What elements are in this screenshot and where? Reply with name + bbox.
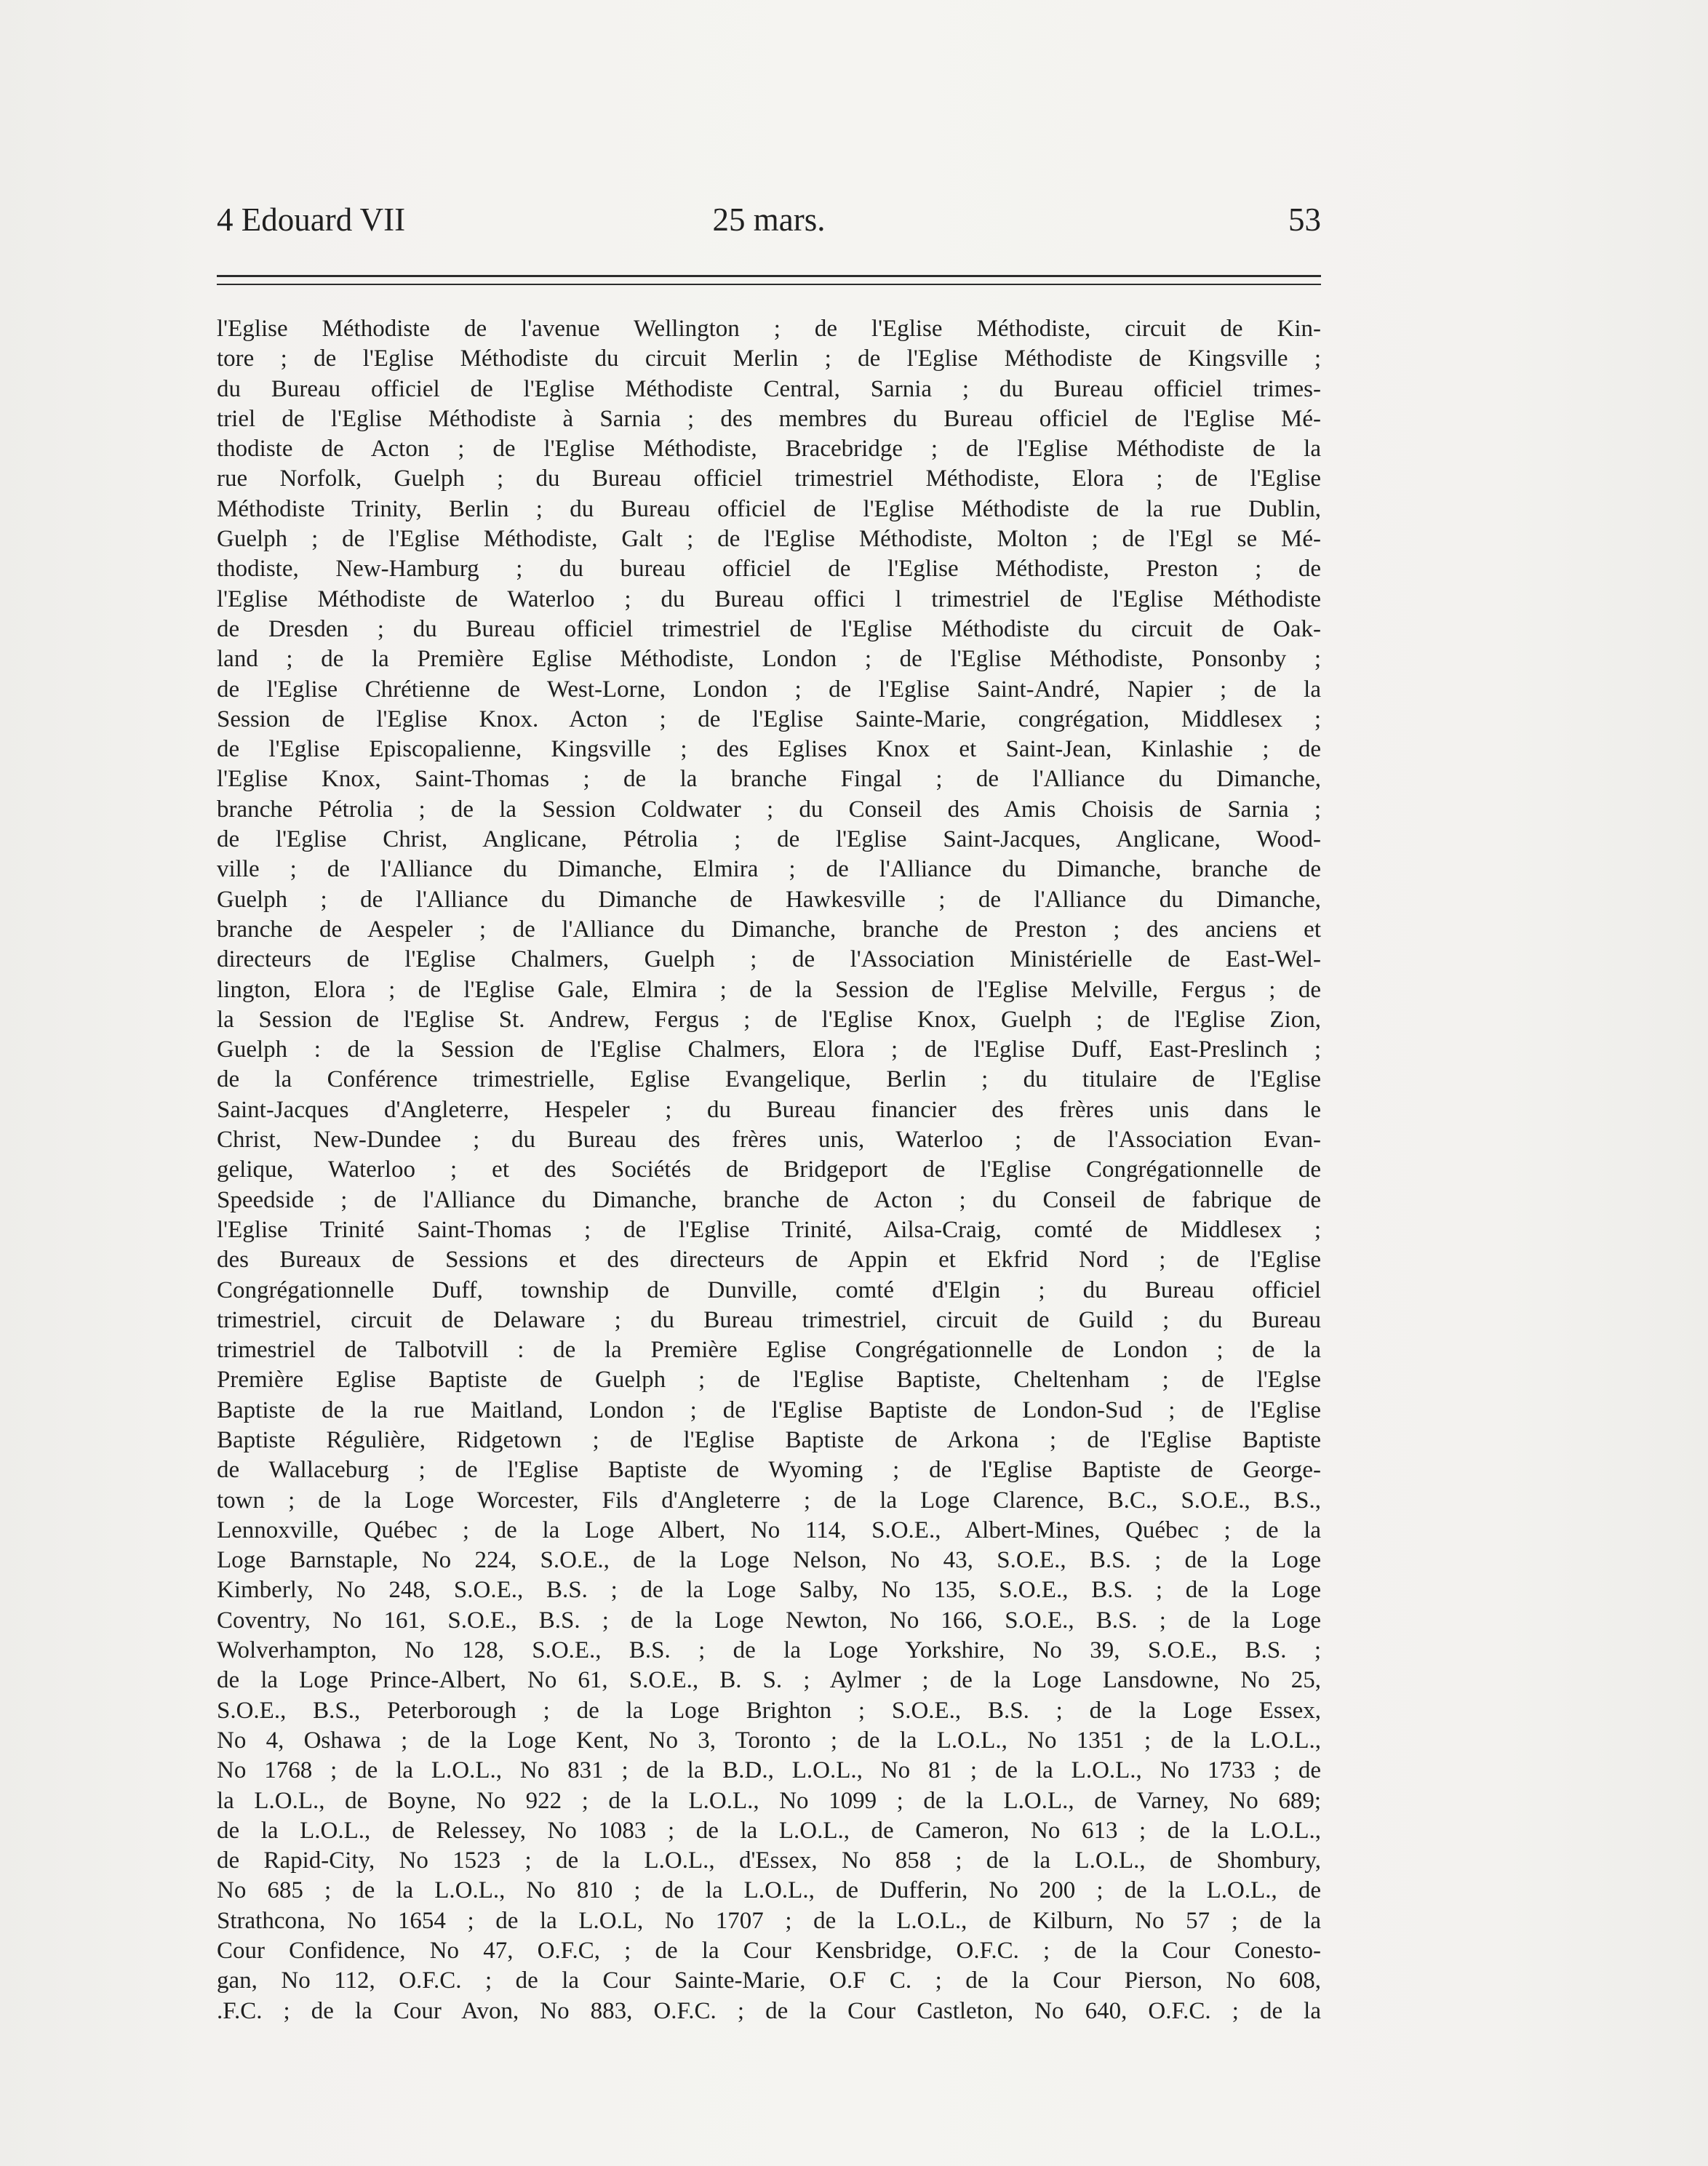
text-line-content: Session de l'Eglise Knox. Acton ; de l'Eglise Sainte-Marie, congrégation, Middlesex ; <box>217 706 1321 732</box>
text-line-content: No 4, Oshawa ; de la Loge Kent, No 3, Toronto ; de la L.O.L., No 1351 ; de la L.O.L., <box>217 1727 1321 1754</box>
text-line-content: trimestriel de Talbotvill : de la Première Eglise Congrégationnelle de London ; de la <box>217 1337 1321 1364</box>
text-line <box>217 1245 1321 1275</box>
text-line <box>217 1005 1321 1035</box>
text-line <box>217 495 1321 524</box>
text-line <box>217 675 1321 705</box>
text-line-content: de la Conférence trimestrielle, Eglise Evangelique, Berlin ; du titulaire de l'Eglise <box>217 1066 1321 1093</box>
text-line <box>217 705 1321 735</box>
text-line-content: town ; de la Loge Worcester, Fils d'Angleterre ; de la Loge Clarence, B.C., S.O.E., B.S., <box>217 1487 1321 1514</box>
text-line <box>217 1936 1321 1966</box>
text-line <box>217 1455 1321 1485</box>
text-line <box>217 1816 1321 1846</box>
text-line-content: de Dresden ; du Bureau officiel trimestriel de l'Eglise Méthodiste du circuit de Oak- <box>217 615 1321 642</box>
text-line-content: Baptiste Régulière, Ridgetown ; de l'Eglise Baptiste de Arkona ; de l'Eglise Baptiste <box>217 1426 1321 1453</box>
text-line <box>217 1215 1321 1245</box>
text-line <box>217 1546 1321 1575</box>
text-line-content: Baptiste de la rue Maitland, London ; de l'Eglise Baptiste de London-Sud ; de l'Eglise <box>217 1396 1321 1423</box>
text-line <box>217 1876 1321 1906</box>
body-text <box>217 314 1321 2026</box>
text-line-content: Coventry, No 161, S.O.E., B.S. ; de la Loge Newton, No 166, S.O.E., B.S. ; de la Loge <box>217 1607 1321 1634</box>
text-line <box>217 375 1321 404</box>
text-line <box>217 464 1321 494</box>
text-line <box>217 1636 1321 1666</box>
text-line-content: de Wallaceburg ; de l'Eglise Baptiste de Wyoming ; de l'Eglise Baptiste de George- <box>217 1457 1321 1484</box>
text-line <box>217 1606 1321 1636</box>
text-line-content: l'Eglise Trinité Saint-Thomas ; de l'Eglise Trinité, Ailsa-Craig, comté de Middlesex ; <box>217 1216 1321 1243</box>
text-line <box>217 1966 1321 1996</box>
text-line-content: land ; de la Première Eglise Méthodiste, London ; de l'Eglise Méthodiste, Ponsonby ; <box>217 646 1321 673</box>
text-line-content: tore ; de l'Eglise Méthodiste du circuit Merlin ; de l'Eglise Méthodiste de Kingsville ; <box>217 345 1321 372</box>
text-line <box>217 1846 1321 1876</box>
text-line <box>217 434 1321 464</box>
text-line-content: Saint-Jacques d'Angleterre, Hespeler ; du Bureau financier des frères unis dans le <box>217 1096 1321 1123</box>
text-line <box>217 1516 1321 1546</box>
text-line <box>217 1786 1321 1816</box>
text-line-content: Cour Confidence, No 47, O.F.C, ; de la Cour Kensbridge, O.F.C. ; de la Cour Conesto- <box>217 1938 1321 1965</box>
text-line <box>217 404 1321 434</box>
header-rule <box>217 275 1321 277</box>
text-line <box>217 735 1321 764</box>
text-line-content: directeurs de l'Eglise Chalmers, Guelph ; de l'Association Ministérielle de East-Wel- <box>217 946 1321 973</box>
text-line <box>217 795 1321 825</box>
text-line <box>217 1696 1321 1726</box>
text-line-content: branche Pétrolia ; de la Session Coldwater ; du Conseil des Amis Choisis de Sarnia ; <box>217 796 1321 823</box>
text-line-content: de la Loge Prince-Albert, No 61, S.O.E., B. S. ; Aylmer ; de la Loge Lansdowne, No 25, <box>217 1667 1321 1694</box>
text-line-content: la Session de l'Eglise St. Andrew, Fergus ; de l'Eglise Knox, Guelph ; de l'Eglise Zion, <box>217 1006 1321 1033</box>
text-line-content: ville ; de l'Alliance du Dimanche, Elmira ; de l'Alliance du Dimanche, branche de <box>217 856 1321 883</box>
header-rule-secondary <box>217 284 1321 285</box>
text-line <box>217 1426 1321 1455</box>
header-session: 4 Edouard VII <box>217 201 406 238</box>
text-line-content: Première Eglise Baptiste de Guelph ; de l'Eglise Baptiste, Cheltenham ; de l'Eglse <box>217 1367 1321 1394</box>
text-line-content: lington, Elora ; de l'Eglise Gale, Elmira ; de la Session de l'Eglise Melville, Fergus ; de <box>217 976 1321 1003</box>
text-line-content: thodiste de Acton ; de l'Eglise Méthodiste, Bracebridge ; de l'Eglise Méthodiste de la <box>217 436 1321 463</box>
text-line <box>217 585 1321 615</box>
text-line-content: l'Eglise Knox, Saint-Thomas ; de la branche Fingal ; de l'Alliance du Dimanche, <box>217 766 1321 793</box>
text-line <box>217 1155 1321 1185</box>
text-line <box>217 1335 1321 1365</box>
page-number: 53 <box>1288 201 1321 238</box>
text-line <box>217 945 1321 975</box>
text-line-content: des Bureaux de Sessions et des directeurs de Appin et Ekfrid Nord ; de l'Eglise <box>217 1247 1321 1274</box>
text-line <box>217 1095 1321 1125</box>
text-line-content: trimestriel, circuit de Delaware ; du Bureau trimestriel, circuit de Guild ; du Bureau <box>217 1306 1321 1333</box>
text-line-content: Speedside ; de l'Alliance du Dimanche, branche de Acton ; du Conseil de fabrique de <box>217 1186 1321 1213</box>
text-line <box>217 1666 1321 1695</box>
text-line-content: .F.C. ; de la Cour Avon, No 883, O.F.C. ; de la Cour Castleton, No 640, O.F.C. ; de la <box>217 1997 1321 2024</box>
text-line-content: gan, No 112, O.F.C. ; de la Cour Sainte-Marie, O.F C. ; de la Cour Pierson, No 608, <box>217 1967 1321 1994</box>
text-line-content: Méthodiste Trinity, Berlin ; du Bureau officiel de l'Eglise Méthodiste de la rue Dublin, <box>217 495 1321 522</box>
text-line <box>217 1306 1321 1335</box>
text-line-content: thodiste, New-Hamburg ; du bureau officiel de l'Eglise Méthodiste, Preston ; de <box>217 556 1321 583</box>
text-line-content: Congrégationnelle Duff, township de Dunville, comté d'Elgin ; du Bureau officiel <box>217 1276 1321 1303</box>
text-line-content: Strathcona, No 1654 ; de la L.O.L, No 1707 ; de la L.O.L., de Kilburn, No 57 ; de la <box>217 1907 1321 1934</box>
text-line <box>217 344 1321 374</box>
text-line-content: Guelph ; de l'Alliance du Dimanche de Hawkesville ; de l'Alliance du Dimanche, <box>217 886 1321 913</box>
text-line <box>217 975 1321 1005</box>
text-line-content: No 1768 ; de la L.O.L., No 831 ; de la B.D., L.O.L., No 81 ; de la L.O.L., No 1733 ; de <box>217 1757 1321 1784</box>
text-line-content: Kimberly, No 248, S.O.E., B.S. ; de la Loge Salby, No 135, S.O.E., B.S. ; de la Loge <box>217 1577 1321 1604</box>
text-line <box>217 1396 1321 1426</box>
text-line-content: la L.O.L., de Boyne, No 922 ; de la L.O.L., No 1099 ; de la L.O.L., de Varney, No 689; <box>217 1787 1321 1814</box>
text-line <box>217 1186 1321 1215</box>
text-line-content: Christ, New-Dundee ; du Bureau des frères unis, Waterloo ; de l'Association Evan- <box>217 1127 1321 1154</box>
text-line-content: de l'Eglise Episcopalienne, Kingsville ; des Eglises Knox et Saint-Jean, Kinlashie ; de <box>217 736 1321 763</box>
text-line-content: branche de Aespeler ; de l'Alliance du Dimanche, branche de Preston ; des anciens et <box>217 916 1321 943</box>
text-line <box>217 314 1321 344</box>
text-line-content: triel de l'Eglise Méthodiste à Sarnia ; des membres du Bureau officiel de l'Eglise Mé- <box>217 405 1321 432</box>
text-line <box>217 855 1321 884</box>
text-line <box>217 1726 1321 1756</box>
text-line-content: rue Norfolk, Guelph ; du Bureau officiel trimestriel Méthodiste, Elora ; de l'Eglise <box>217 465 1321 492</box>
text-line <box>217 1035 1321 1065</box>
text-line-content: de Rapid-City, No 1523 ; de la L.O.L., d'Essex, No 858 ; de la L.O.L., de Shombury, <box>217 1847 1321 1874</box>
text-line-content: S.O.E., B.S., Peterborough ; de la Loge Brighton ; S.O.E., B.S. ; de la Loge Essex, <box>217 1697 1321 1724</box>
text-line <box>217 1906 1321 1936</box>
text-line <box>217 615 1321 644</box>
text-line <box>217 1756 1321 1786</box>
text-line <box>217 1065 1321 1095</box>
text-line <box>217 1125 1321 1155</box>
text-line <box>217 524 1321 554</box>
header-date: 25 mars. <box>712 201 826 238</box>
text-line-content: du Bureau officiel de l'Eglise Méthodiste Central, Sarnia ; du Bureau officiel trimes- <box>217 375 1321 402</box>
text-line-content: l'Eglise Méthodiste de Waterloo ; du Bureau offici l trimestriel de l'Eglise Méthodiste <box>217 586 1321 612</box>
text-line <box>217 885 1321 915</box>
text-line-content: gelique, Waterloo ; et des Sociétés de Bridgeport de l'Eglise Congrégationnelle de <box>217 1156 1321 1183</box>
text-line-content: Loge Barnstaple, No 224, S.O.E., de la Loge Nelson, No 43, S.O.E., B.S. ; de la Loge <box>217 1547 1321 1574</box>
text-line-content: Guelph ; de l'Eglise Méthodiste, Galt ; de l'Eglise Méthodiste, Molton ; de l'Egl se Mé- <box>217 526 1321 553</box>
page-header <box>217 198 1321 241</box>
text-line <box>217 1575 1321 1605</box>
text-line <box>217 825 1321 855</box>
text-line <box>217 1997 1321 2026</box>
text-line-content: l'Eglise Méthodiste de l'avenue Wellington ; de l'Eglise Méthodiste, circuit de Kin- <box>217 316 1321 342</box>
text-line <box>217 764 1321 794</box>
text-line-content: de l'Eglise Chrétienne de West-Lorne, London ; de l'Eglise Saint-André, Napier ; de la <box>217 676 1321 703</box>
text-line-content: Wolverhampton, No 128, S.O.E., B.S. ; de la Loge Yorkshire, No 39, S.O.E., B.S. ; <box>217 1637 1321 1664</box>
text-line <box>217 1365 1321 1395</box>
text-line-content: de la L.O.L., de Relessey, No 1083 ; de la L.O.L., de Cameron, No 613 ; de la L.O.L., <box>217 1817 1321 1844</box>
text-line <box>217 554 1321 584</box>
text-line-content: No 685 ; de la L.O.L., No 810 ; de la L.O.L., de Dufferin, No 200 ; de la L.O.L., de <box>217 1877 1321 1904</box>
text-line <box>217 644 1321 674</box>
text-line-content: de l'Eglise Christ, Anglicane, Pétrolia ; de l'Eglise Saint-Jacques, Anglicane, Wood- <box>217 826 1321 853</box>
text-line-content: Guelph : de la Session de l'Eglise Chalmers, Elora ; de l'Eglise Duff, East-Preslinch ; <box>217 1036 1321 1063</box>
text-line-content: Lennoxville, Québec ; de la Loge Albert, No 114, S.O.E., Albert-Mines, Québec ; de la <box>217 1516 1321 1543</box>
text-line <box>217 1486 1321 1516</box>
text-line <box>217 1276 1321 1306</box>
text-line <box>217 915 1321 945</box>
